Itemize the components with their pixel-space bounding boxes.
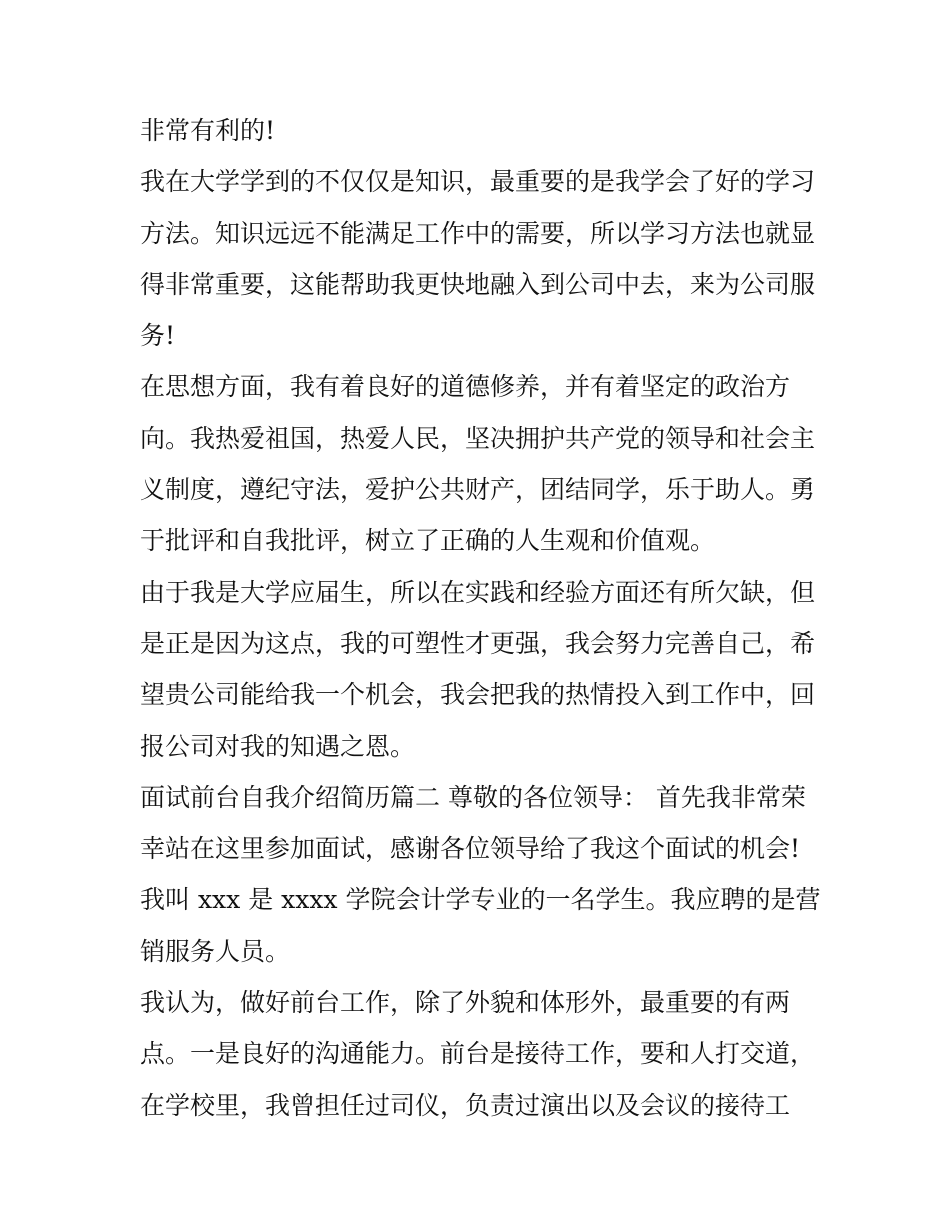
text-line: 非常有利的! bbox=[140, 116, 276, 145]
text-line: 面试前台自我介绍简历篇二 尊敬的各位领导： 首先我非常荣 bbox=[140, 782, 806, 812]
text-line: 义制度，遵纪守法，爱护公共财产，团结同学，乐于助人。勇 bbox=[140, 475, 816, 505]
text-line: 务! bbox=[140, 321, 176, 351]
text-line: 我认为，做好前台工作，除了外貌和体形外，最重要的有两 bbox=[140, 988, 791, 1018]
text-line: 幸站在这里参加面试，感谢各位领导给了我这个面试的机会! bbox=[140, 834, 801, 864]
text-line: 在思想方面，我有着良好的道德修养，并有着坚定的政治方 bbox=[140, 372, 791, 402]
text-line: 点。一是良好的沟通能力。前台是接待工作，要和人打交道， bbox=[140, 1039, 816, 1069]
text-line: 是正是因为这点，我的可塑性才更强，我会努力完善自己，希 bbox=[140, 628, 816, 658]
text-line: 得非常重要，这能帮助我更快地融入到公司中去，来为公司服 bbox=[140, 269, 816, 299]
text-line: 向。我热爱祖国，热爱人民，坚决拥护共产党的领导和社会主 bbox=[140, 423, 816, 453]
text-line: 销服务人员。 bbox=[140, 936, 291, 966]
text-line: 报公司对我的知遇之恩。 bbox=[140, 731, 416, 761]
text-line: 在学校里，我曾担任过司仪，负责过演出以及会议的接待工 bbox=[140, 1090, 791, 1120]
text-line: 由于我是大学应届生，所以在实践和经验方面还有所欠缺，但 bbox=[140, 577, 816, 607]
document-body bbox=[140, 105, 820, 1131]
text-line: 我叫 xxx 是 xxxx 学院会计学专业的一名学生。我应聘的是营 bbox=[140, 885, 821, 915]
text-line: 方法。知识远远不能满足工作中的需要，所以学习方法也就显 bbox=[140, 218, 816, 248]
text-line: 望贵公司能给我一个机会，我会把我的热情投入到工作中，回 bbox=[140, 680, 816, 710]
text-line: 于批评和自我批评，树立了正确的人生观和价值观。 bbox=[140, 526, 716, 556]
text-line: 我在大学学到的不仅仅是知识，最重要的是我学会了好的学习 bbox=[140, 167, 816, 197]
